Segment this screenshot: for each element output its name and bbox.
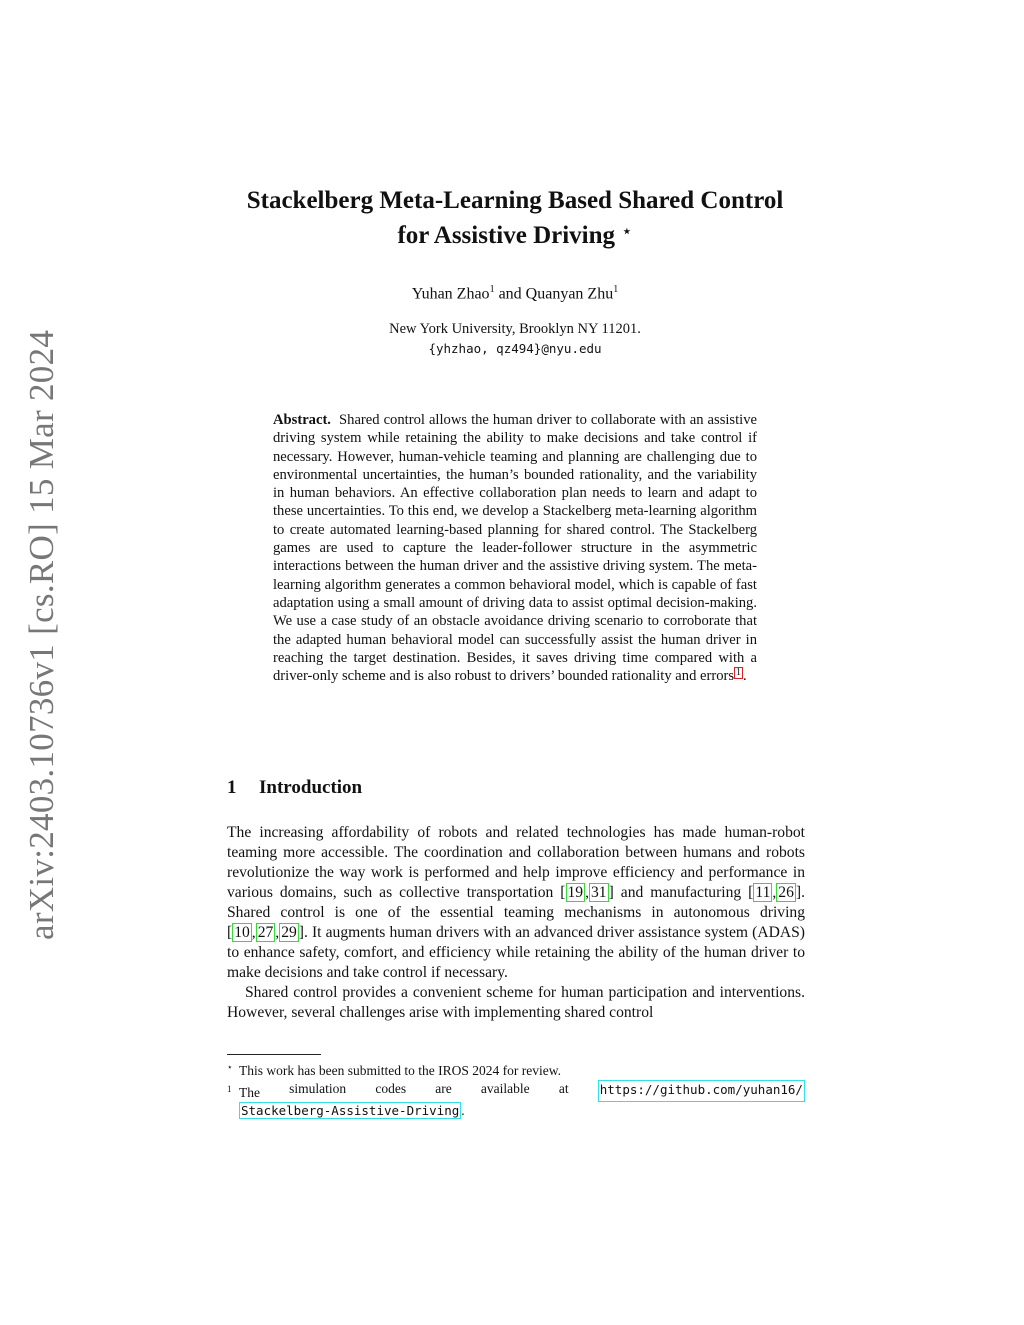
title-line-2: for Assistive Driving (397, 222, 616, 249)
citation-link[interactable]: 19 (567, 884, 584, 901)
footnote-1 (227, 1058, 805, 1080)
citation-link[interactable]: 10 (234, 924, 250, 941)
footnote-word: The (239, 1085, 260, 1100)
code-url-link-continued[interactable]: Stackelberg-Assistive-Driving (241, 1103, 460, 1118)
footnote-word: codes (375, 1081, 407, 1096)
footnote-2 (227, 1080, 805, 1120)
title-line-1: Stackelberg Meta-Learning Based Shared Control (246, 187, 784, 214)
title-footnote-star[interactable]: ⋆ (621, 221, 633, 241)
section-number: 1 (227, 777, 237, 798)
text-run: and manufacturing (613, 884, 749, 901)
citation-link[interactable]: 26 (778, 884, 794, 901)
text-run: The increasing affordability of robots and related technologies has made human-robot teaming more accessible. The coordination and collaboration between humans and robots revolutionize the way work is performed and help improve efficiency and performance in various domains, such as collective transportation (227, 824, 805, 901)
abstract-text: Shared control allows the human driver to collaborate with an assistive driving system while retaining the ability to make decisions and take control if necessary. However, human-vehicle teaming and planning are challenging due to environmental uncertainties, the human’s bounded rationality, and the variability in human behaviors. An effective collaboration plan needs to learn and adapt to these uncertainties. To this end, we develop a Stackelberg meta-learning algorithm to create automated learning-based planning for shared control. The Stackelberg games are used to capture the leader-follower structure in the asymmetric interactions between the human driver and the assistive driving system. The meta-learning algorithm generates a common behavioral model, which is capable of fast adaptation using a small amount of driving data to assist optimal decision-making. We use a case study of an obstacle avoidance driving scenario to corroborate that the adapted human behavioral model can successfully assist the human driver in reaching the target destination. Besides, it saves driving time compared with a driver-only scheme and is also robust to drivers’ bounded rationality and errors (273, 412, 757, 685)
introduction-body (227, 823, 805, 1023)
abstract-label: Abstract. (273, 412, 331, 428)
citation-link[interactable]: 11 (755, 884, 771, 901)
author-list (200, 284, 830, 303)
footnote-period: . (461, 1103, 465, 1118)
section-title: Introduction (259, 777, 363, 798)
footnotes (227, 1058, 805, 1120)
author-affiliation-mark: 1 (613, 284, 619, 295)
code-url-link[interactable]: https://github.com/yuhan16/ (598, 1080, 805, 1102)
footnote-mark: 1 (227, 1084, 232, 1094)
citation-link[interactable]: 27 (257, 924, 274, 941)
author-conjunction: and (498, 285, 522, 303)
footnote-word: are (435, 1081, 452, 1096)
abstract (273, 411, 757, 685)
author-emails: {yhzhao, qz494}@nyu.edu (428, 341, 602, 356)
author-name: Quanyan Zhu (525, 285, 614, 303)
footnote-word: at (558, 1081, 569, 1096)
text-run: . It augments human drivers with an advanced driver assistance system (ADAS) to enhance safety, comfort, and efficiency while retaining the ability of the human driver to make decisions and take control if necessary. (227, 924, 805, 981)
footnote-2-line-2 (227, 1102, 805, 1120)
footnote-divider (227, 1054, 321, 1055)
affiliation (200, 320, 830, 358)
section-heading-introduction (227, 777, 362, 799)
abstract-period: . (743, 668, 747, 685)
paper-title (200, 185, 830, 251)
footnote-word: simulation (289, 1081, 347, 1096)
footnote-text: This work has been submitted to the IROS 2024 for review. (239, 1063, 561, 1078)
footnote-link-1[interactable]: 1 (736, 667, 742, 679)
footnote-mark: ⋆ (227, 1062, 233, 1072)
footnote-word: available (480, 1081, 530, 1096)
institution: New York University, Brooklyn NY 11201. (389, 321, 641, 337)
text-run: . Shared control is one of the essential teaming mechanisms in autonomous driving (227, 884, 805, 921)
paragraph: The increasing affordability of robots and related technologies has made human-robot teaming more accessible. The coordination and collaboration between humans and robots revolutionize the way work is performed and help improve efficiency and performance in various domains, such as collective transportation [ 19 , 31 ] and manufacturing [ 11 , 26 ]. Shared control is one of the essential teaming mechanisms in autonomous driving [ 10 , 27 , 29 ]. It augments human drivers with an advanced driver assistance system (ADAS) to enhance safety, comfort, and efficiency while retaining the ability of the human driver to make decisions and take control if necessary. (227, 824, 805, 981)
author-name: Yuhan Zhao (411, 285, 490, 303)
arxiv-identifier[interactable]: arXiv:2403.10736v1 [cs.RO] 15 Mar 2024 (22, 329, 61, 940)
footnote-2-line-1 (227, 1080, 805, 1102)
citation-link[interactable]: 29 (281, 924, 297, 941)
paragraph: Shared control provides a convenient scheme for human participation and interventions. However, several challenges arise with implementing shared control (227, 984, 805, 1021)
citation-link[interactable]: 31 (591, 884, 607, 901)
author-affiliation-mark: 1 (489, 284, 495, 295)
